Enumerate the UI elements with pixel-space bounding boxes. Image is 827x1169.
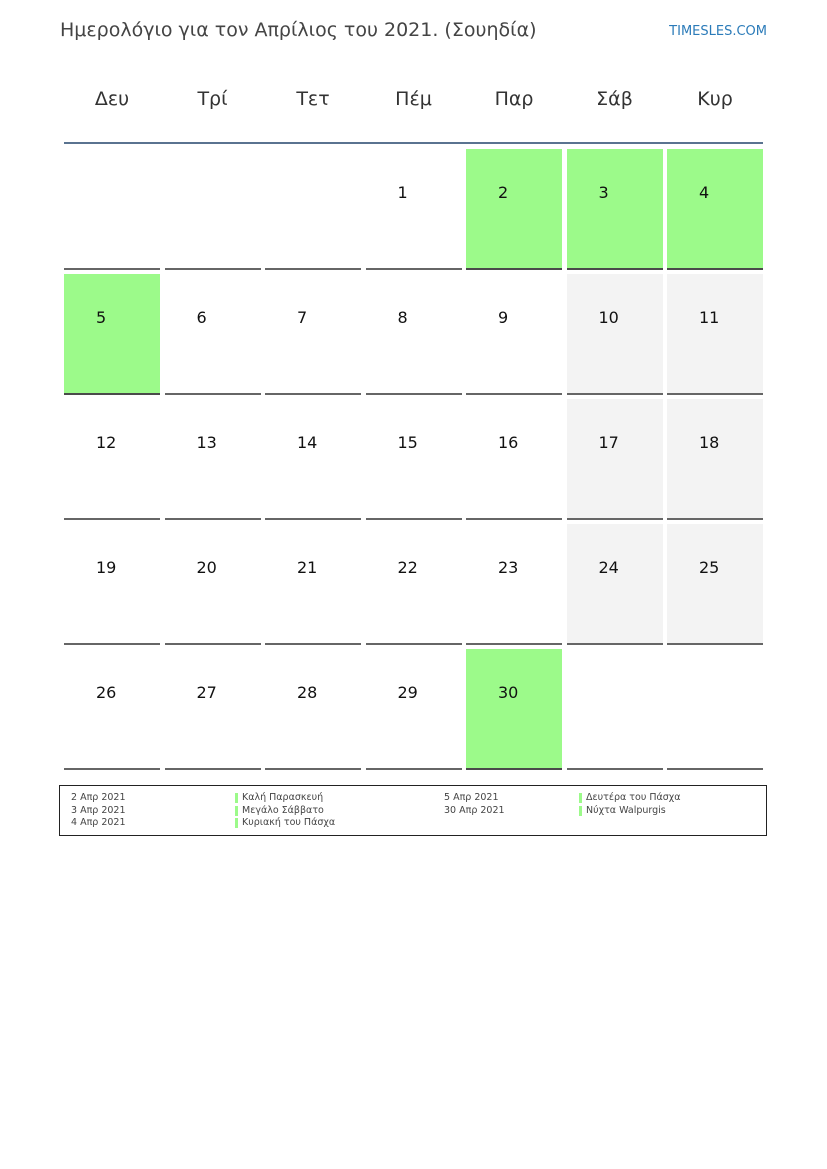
weekday-wed: Τετ (296, 88, 330, 110)
day-number: 30 (498, 683, 519, 702)
calendar-grid (64, 149, 763, 771)
day-number: 23 (498, 558, 519, 577)
day-cell-9 (466, 274, 562, 395)
day-cell-25 (667, 524, 763, 645)
day-cell-19 (64, 524, 160, 645)
day-cell-10 (567, 274, 663, 395)
day-cell-13 (165, 399, 261, 520)
header-divider (64, 142, 763, 144)
day-cell-14 (265, 399, 361, 520)
day-number: 18 (699, 433, 720, 452)
legend-dates-col-2 (444, 792, 505, 817)
weekday-sat: Σάβ (596, 88, 633, 110)
day-cell-7 (265, 274, 361, 395)
day-number: 24 (598, 558, 619, 577)
day-cell-5 (64, 274, 160, 395)
legend-names-col-2 (579, 792, 681, 817)
day-cell-21 (265, 524, 361, 645)
legend-date: 4 Απρ 2021 (71, 817, 126, 828)
legend-holiday-item (579, 792, 681, 805)
holiday-legend (59, 785, 767, 836)
legend-date: 30 Απρ 2021 (444, 804, 505, 816)
legend-holiday-item (235, 817, 335, 830)
day-number: 20 (196, 558, 217, 577)
day-number: 4 (699, 183, 710, 202)
day-number: 29 (397, 683, 418, 702)
day-cell-6 (165, 274, 261, 395)
day-cell-12 (64, 399, 160, 520)
holiday-swatch (235, 818, 238, 828)
day-number: 13 (196, 433, 217, 452)
legend-holiday-item (235, 792, 335, 805)
empty-day-cell (667, 649, 763, 770)
site-link[interactable]: TIMESLES.COM (669, 24, 767, 39)
day-cell-27 (165, 649, 261, 770)
day-cell-23 (466, 524, 562, 645)
day-number: 2 (498, 183, 509, 202)
legend-holiday-name: Νύχτα Walpurgis (586, 804, 666, 816)
day-number: 28 (297, 683, 318, 702)
day-cell-29 (366, 649, 462, 770)
day-number: 10 (598, 308, 619, 327)
day-number: 25 (699, 558, 720, 577)
day-cell-24 (567, 524, 663, 645)
day-cell-4 (667, 149, 763, 270)
day-cell-3 (567, 149, 663, 270)
day-number: 17 (598, 433, 619, 452)
legend-date: 3 Απρ 2021 (71, 804, 126, 816)
weekday-thu: Πέμ (395, 88, 432, 110)
holiday-swatch (235, 806, 238, 816)
day-cell-17 (567, 399, 663, 520)
day-cell-2 (466, 149, 562, 270)
legend-date: 5 Απρ 2021 (444, 792, 499, 803)
weekday-mon: Δευ (94, 88, 130, 110)
legend-holiday-item (235, 805, 335, 818)
day-cell-20 (165, 524, 261, 645)
weekday-header-row (64, 88, 763, 120)
day-cell-11 (667, 274, 763, 395)
day-number: 8 (397, 308, 408, 327)
day-number: 21 (297, 558, 318, 577)
day-number: 9 (498, 308, 509, 327)
day-number: 27 (196, 683, 217, 702)
legend-date: 2 Απρ 2021 (71, 792, 126, 803)
empty-day-cell (567, 649, 663, 770)
day-number: 14 (297, 433, 318, 452)
legend-dates-col-1 (71, 792, 126, 830)
empty-day-cell (265, 149, 361, 270)
day-number: 6 (196, 308, 207, 327)
day-number: 7 (297, 308, 308, 327)
weekday-fri: Παρ (494, 88, 534, 110)
day-number: 26 (96, 683, 117, 702)
day-cell-22 (366, 524, 462, 645)
day-cell-18 (667, 399, 763, 520)
holiday-swatch (579, 793, 582, 803)
weekday-sun: Κυρ (697, 88, 733, 110)
weekday-tue: Τρί (197, 88, 228, 110)
day-cell-8 (366, 274, 462, 395)
day-cell-15 (366, 399, 462, 520)
day-number: 19 (96, 558, 117, 577)
page-title: Ημερολόγιο για τον Απρίλιος του 2021. (Σουηδία) (60, 19, 537, 41)
day-cell-30 (466, 649, 562, 770)
day-number: 22 (397, 558, 418, 577)
holiday-swatch (235, 793, 238, 803)
day-number: 1 (397, 183, 408, 202)
legend-holiday-name: Μεγάλο Σάββατο (242, 804, 324, 816)
legend-names-col-1 (235, 792, 335, 830)
empty-day-cell (64, 149, 160, 270)
holiday-swatch (579, 806, 582, 816)
day-number: 11 (699, 308, 720, 327)
legend-holiday-item (579, 805, 681, 818)
day-cell-26 (64, 649, 160, 770)
day-number: 15 (397, 433, 418, 452)
day-cell-28 (265, 649, 361, 770)
day-cell-16 (466, 399, 562, 520)
day-cell-1 (366, 149, 462, 270)
empty-day-cell (165, 149, 261, 270)
legend-holiday-name: Καλή Παρασκευή (242, 792, 324, 803)
legend-holiday-name: Δευτέρα του Πάσχα (586, 792, 681, 803)
day-number: 3 (598, 183, 609, 202)
day-number: 5 (96, 308, 107, 327)
legend-holiday-name: Κυριακή του Πάσχα (242, 817, 336, 828)
day-number: 16 (498, 433, 519, 452)
day-number: 12 (96, 433, 117, 452)
